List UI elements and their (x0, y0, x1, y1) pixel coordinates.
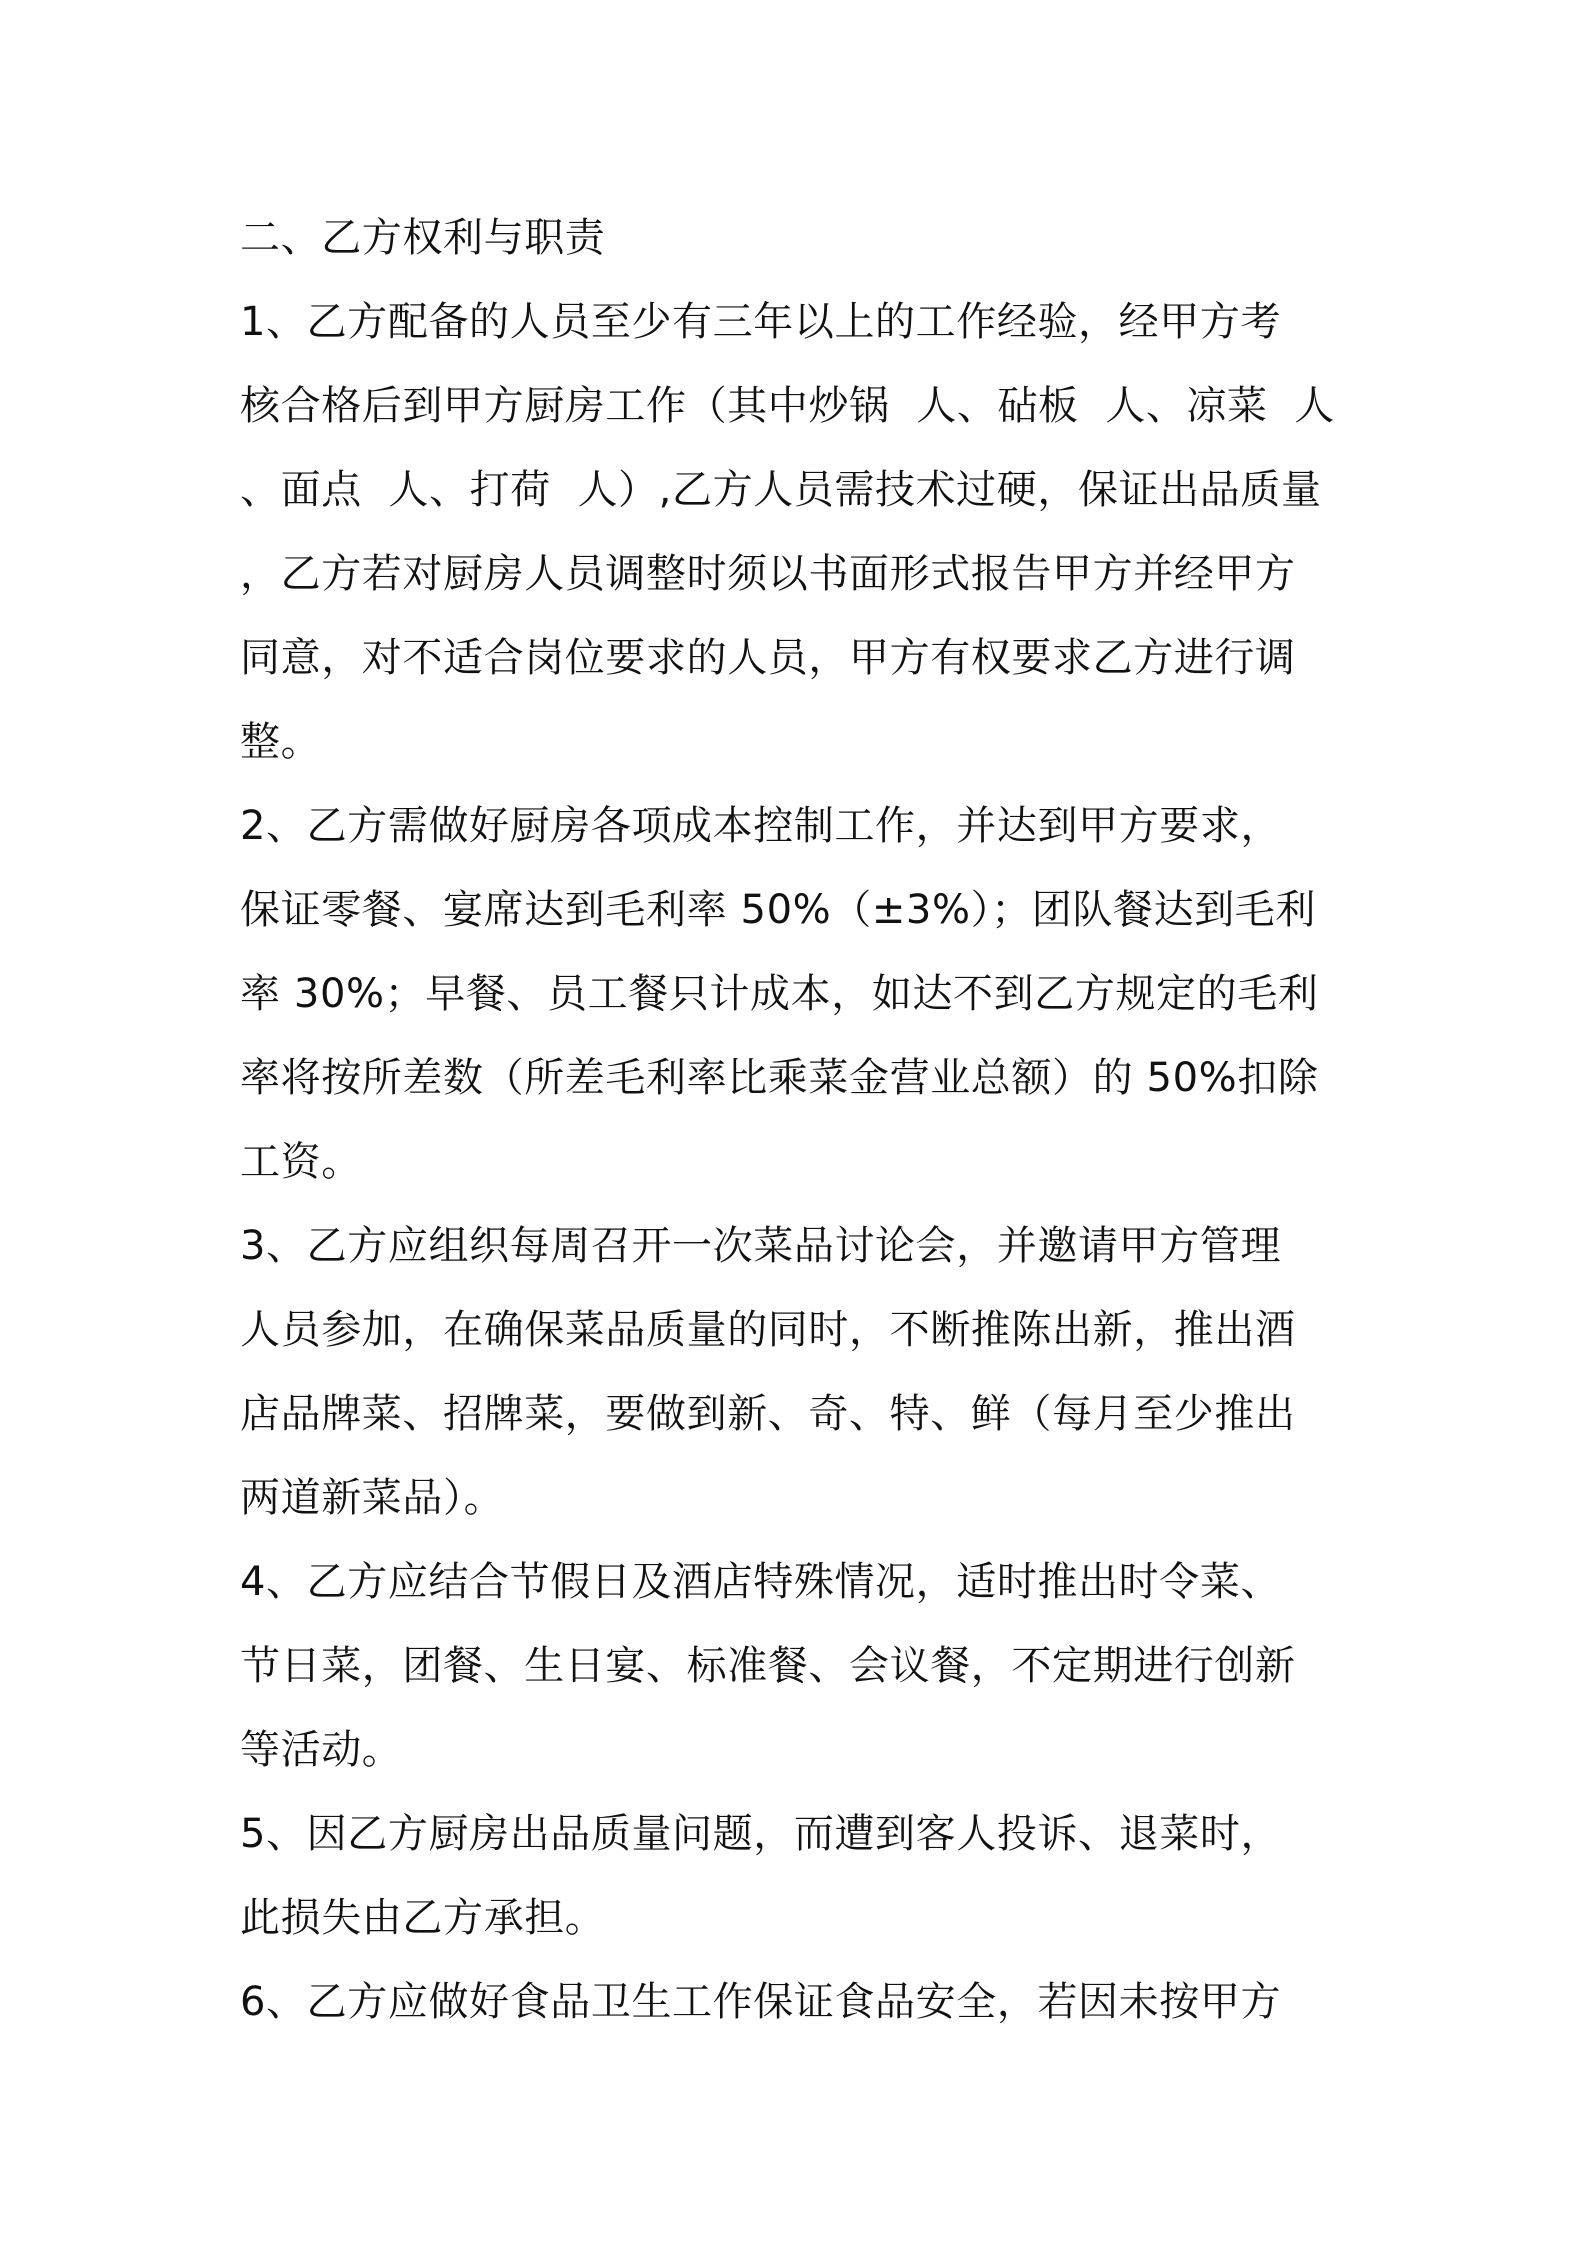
text-line: 6、乙方应做好食品卫生工作保证食品安全，若因未按甲方 (240, 1979, 1282, 2025)
section-heading: 二、乙方权利与职责 (240, 215, 606, 261)
text-line: 工资。 (240, 1139, 362, 1185)
text-line: 3、乙方应组织每周召开一次菜品讨论会，并邀请甲方管理 (240, 1223, 1282, 1269)
text-line: 5、因乙方厨房出品质量问题，而遭到客人投诉、退菜时， (240, 1811, 1282, 1857)
text-line: 率将按所差数（所差毛利率比乘菜金营业总额）的 50%扣除 (240, 1055, 1319, 1101)
text-line: 节日菜，团餐、生日宴、标准餐、会议餐，不定期进行创新 (240, 1643, 1296, 1689)
text-line: 此损失由乙方承担。 (240, 1895, 606, 1941)
text-line: 核合格后到甲方厨房工作（其中炒锅 人、砧板 人、凉菜 人 (240, 383, 1335, 429)
text-line: ，乙方若对厨房人员调整时须以书面形式报告甲方并经甲方 (240, 551, 1296, 597)
text-line: 1、乙方配备的人员至少有三年以上的工作经验，经甲方考 (240, 299, 1282, 345)
document-page (240, 196, 1360, 2044)
text-line: 等活动。 (240, 1727, 403, 1773)
text-line: 两道新菜品）。 (240, 1475, 505, 1521)
text-line: 4、乙方应结合节假日及酒店特殊情况，适时推出时令菜、 (240, 1559, 1282, 1605)
text-line: 率 30%；早餐、员工餐只计成本，如达不到乙方规定的毛利 (240, 971, 1319, 1017)
text-line: 店品牌菜、招牌菜，要做到新、奇、特、鲜（每月至少推出 (240, 1391, 1296, 1437)
text-line: 2、乙方需做好厨房各项成本控制工作，并达到甲方要求， (240, 803, 1282, 849)
text-line: 人员参加，在确保菜品质量的同时，不断推陈出新，推出酒 (240, 1307, 1296, 1353)
text-line: 、面点 人、打荷 人）,乙方人员需技术过硬，保证出品质量 (240, 467, 1322, 513)
text-line: 整。 (240, 719, 322, 765)
text-line: 同意，对不适合岗位要求的人员，甲方有权要求乙方进行调 (240, 635, 1296, 681)
text-line: 保证零餐、宴席达到毛利率 50%（±3%）；团队餐达到毛利 (240, 887, 1316, 933)
